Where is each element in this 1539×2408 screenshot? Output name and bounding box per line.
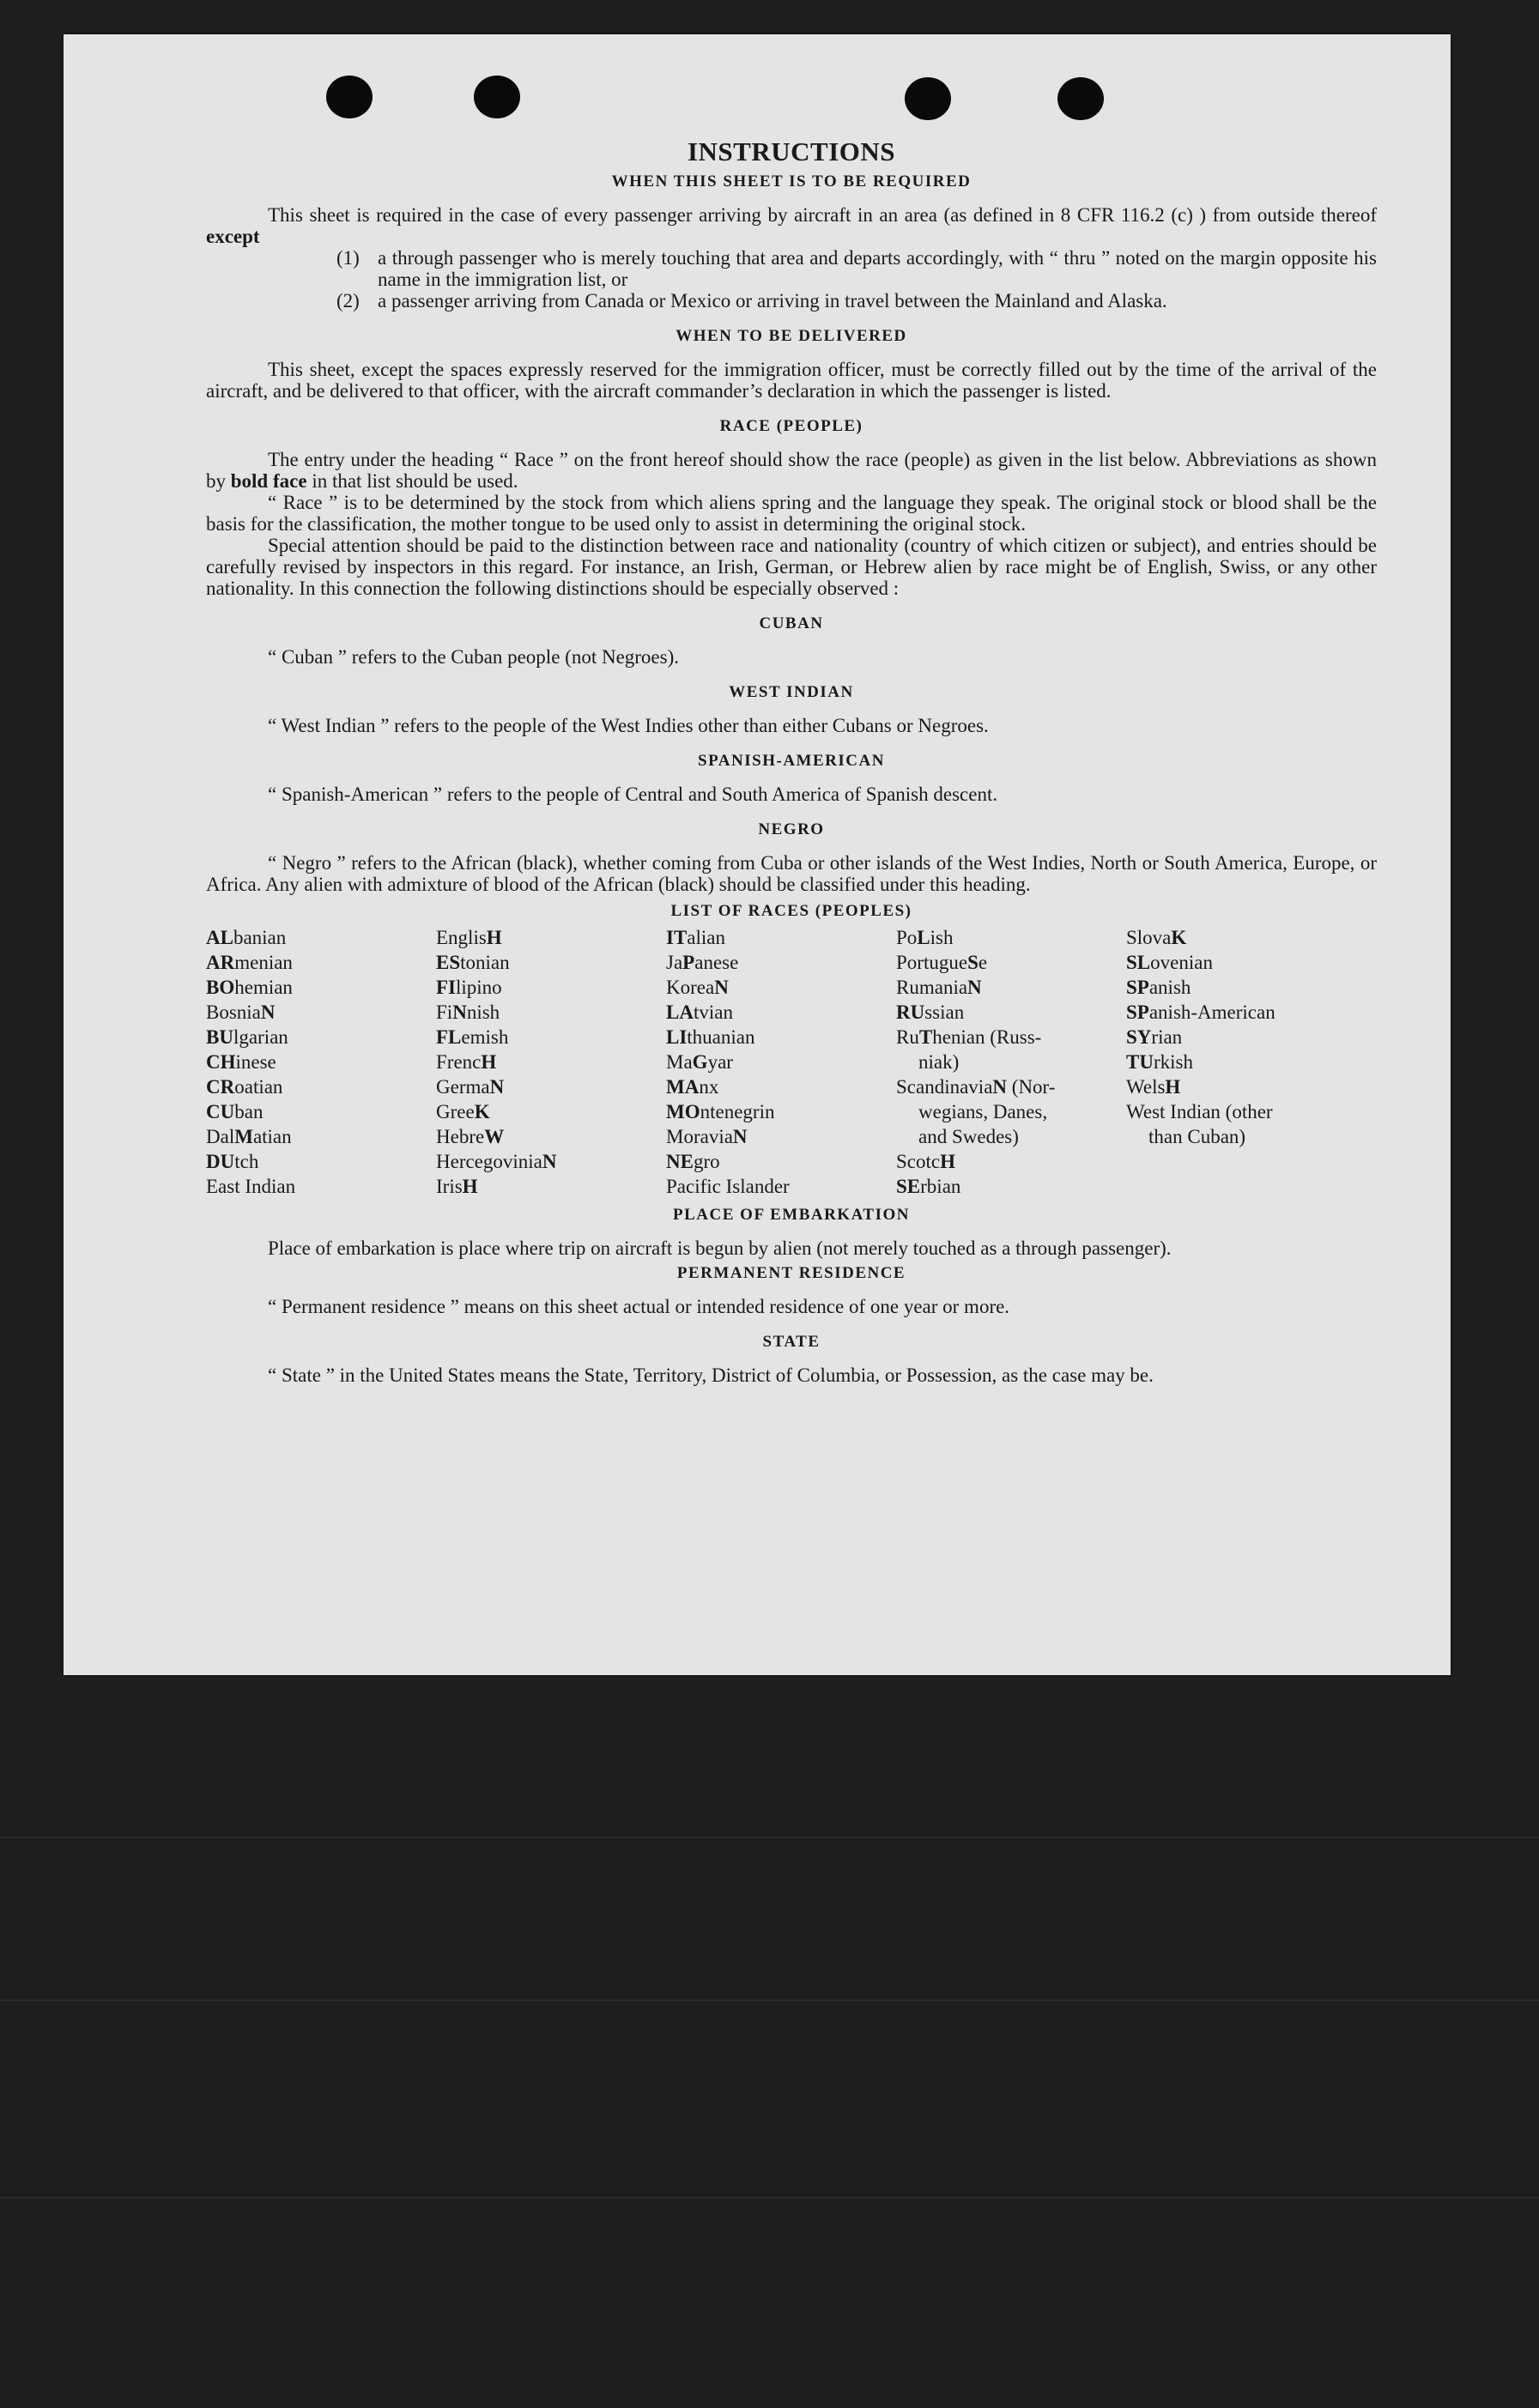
race-entry: SPanish (1126, 977, 1191, 998)
scan-noise-line (0, 2000, 1539, 2001)
exception-text: a passenger arriving from Canada or Mexico or arriving in travel between the Mainland and Alaska. (378, 290, 1167, 312)
section-heading-permanent-residence: PERMANENT RESIDENCE (676, 1264, 906, 1282)
race-entry: RUssian (896, 1001, 965, 1023)
section-heading-spanish-american: SPANISH-AMERICAN (698, 752, 885, 770)
race-entry: GreeK (436, 1101, 490, 1122)
race-entry: PoLish (896, 927, 954, 948)
race-entry: West Indian (other (1126, 1101, 1273, 1122)
section-heading-race: RACE (PEOPLE) (719, 417, 863, 435)
race-entry: DUtch (206, 1151, 259, 1172)
race-entry: BUlgarian (206, 1026, 288, 1048)
race-entry: East Indian (206, 1176, 296, 1197)
section-heading-list-of-races: LIST OF RACES (PEOPLES) (670, 902, 912, 920)
exception-number: (1) (336, 247, 360, 269)
race-entry: SYrian (1126, 1026, 1183, 1048)
race-entry: ARmenian (206, 952, 293, 973)
race-paragraph-1: The entry under the heading “ Race ” on the front hereof should show the race (people) as given in the list below. Abbreviations as shown by bold face in that list should be used. (206, 449, 1377, 492)
race-entry: GermaN (436, 1076, 505, 1098)
race-entry: wegians, Danes, (918, 1101, 1048, 1122)
race-entry: NEgro (666, 1151, 720, 1172)
scan-noise-line (0, 1836, 1539, 1838)
race-entry: FiNnish (436, 1001, 500, 1023)
race-entry: HercegoviniaN (436, 1151, 557, 1172)
races-column-4 (896, 925, 1126, 1199)
exception-item-2 (336, 290, 1377, 312)
scan-noise-line (0, 2197, 1539, 2199)
race-entry: IrisH (436, 1176, 478, 1197)
race-entry: niak) (918, 1051, 960, 1073)
race-entry: ALbanian (206, 927, 287, 948)
page-title: INSTRUCTIONS (687, 136, 895, 166)
race-entry: SErbian (896, 1176, 961, 1197)
race-entry: PortugueSe (896, 952, 988, 973)
section-heading-place-of-embarkation: PLACE OF EMBARKATION (673, 1206, 910, 1224)
when-required-intro: This sheet is required in the case of every passenger arriving by aircraft in an area (as defined in 8 CFR 116.2 (c) ) from outside thereof except (206, 204, 1377, 247)
section-heading-negro: NEGRO (758, 820, 825, 838)
spanish-american-text: “ Spanish-American ” refers to the people of Central and South America of Spanish descent. (268, 784, 998, 805)
race-entry: than Cuban) (1148, 1126, 1246, 1147)
race-entry: TUrkish (1126, 1051, 1193, 1073)
section-heading-when-required: WHEN THIS SHEET IS TO BE REQUIRED (611, 172, 972, 191)
race-entry: RumaniaN (896, 977, 982, 998)
race-entry: LIthuanian (666, 1026, 755, 1048)
punch-hole-icon (905, 77, 951, 120)
negro-text: “ Negro ” refers to the African (black), whether coming from Cuba or other islands of the West Indies, North or South America, Europe, or Africa. Any alien with admixture of blood of the African (black) should be classified under this heading. (206, 852, 1377, 895)
races-column-3 (666, 925, 896, 1199)
race-entry: SPanish-American (1126, 1001, 1275, 1023)
race-entry: CHinese (206, 1051, 276, 1073)
race-entry: MAnx (666, 1076, 719, 1098)
exception-text: a through passenger who is merely touching that area and departs accordingly, with “ thru ” noted on the margin opposite his name in the immigration list, or (378, 247, 1377, 290)
race-entry: BosniaN (206, 1001, 276, 1023)
race-entry: BOhemian (206, 977, 293, 998)
section-heading-west-indian: WEST INDIAN (729, 683, 854, 701)
permanent-residence-text: “ Permanent residence ” means on this sheet actual or intended residence of one year or more. (268, 1296, 1010, 1317)
race-entry: Pacific Islander (666, 1176, 790, 1197)
race-entry: EStonian (436, 952, 510, 973)
section-heading-cuban: CUBAN (759, 614, 824, 632)
race-entry: EnglisH (436, 927, 502, 948)
race-entry: ScotcH (896, 1151, 955, 1172)
race-entry: MOntenegrin (666, 1101, 775, 1122)
races-column-2 (436, 925, 666, 1199)
race-entry: SlovaK (1126, 927, 1187, 948)
west-indian-text: “ West Indian ” refers to the people of the West Indies other than either Cubans or Negroes. (268, 715, 989, 736)
race-entry: MoraviaN (666, 1126, 748, 1147)
state-text: “ State ” in the United States means the State, Territory, District of Columbia, or Possession, as the case may be. (268, 1364, 1154, 1386)
race-paragraph-3: Special attention should be paid to the distinction between race and nationality (country of which citizen or subject), and entries should be carefully revised by inspectors in this regard. For instance, an Irish, German, or Hebrew alien by race might be of English, Swiss, or any other nationality. In this connection the following distinctions should be especially observed : (206, 535, 1377, 599)
races-column-1 (206, 925, 436, 1199)
race-entry: FLemish (436, 1026, 509, 1048)
race-entry: ScandinaviaN (Nor- (896, 1076, 1056, 1098)
document-sheet (64, 34, 1451, 1675)
race-entry: CUban (206, 1101, 264, 1122)
section-heading-when-delivered: WHEN TO BE DELIVERED (676, 327, 907, 345)
instructions-content (206, 136, 1377, 1386)
races-list (206, 925, 1377, 1199)
section-heading-state: STATE (762, 1333, 821, 1351)
race-entry: LAtvian (666, 1001, 733, 1023)
punch-hole-icon (326, 76, 373, 118)
punch-hole-icon (1057, 77, 1104, 120)
races-column-5 (1126, 925, 1377, 1199)
race-entry: MaGyar (666, 1051, 733, 1073)
race-entry: FrencH (436, 1051, 497, 1073)
race-entry: DalMatian (206, 1126, 292, 1147)
place-of-embarkation-text: Place of embarkation is place where trip on aircraft is begun by alien (not merely touched as a through passenger). (268, 1237, 1172, 1259)
race-entry: RuThenian (Russ- (896, 1026, 1042, 1048)
race-entry: and Swedes) (918, 1126, 1019, 1147)
race-entry: JaPanese (666, 952, 739, 973)
race-entry: ITalian (666, 927, 725, 948)
cuban-text: “ Cuban ” refers to the Cuban people (not Negroes). (268, 646, 680, 668)
punch-hole-icon (474, 76, 520, 118)
race-entry: SLovenian (1126, 952, 1213, 973)
race-entry: HebreW (436, 1126, 505, 1147)
race-entry: CRoatian (206, 1076, 283, 1098)
exception-item-1 (336, 247, 1377, 290)
race-entry: KoreaN (666, 977, 729, 998)
race-entry: WelsH (1126, 1076, 1181, 1098)
race-entry: FIlipino (436, 977, 502, 998)
when-delivered-text: This sheet, except the spaces expressly reserved for the immigration officer, must be correctly filled out by the time of the arrival of the aircraft, and be delivered to that officer, with the aircraft commander’s declaration in which the passenger is listed. (206, 359, 1377, 402)
race-paragraph-2: “ Race ” is to be determined by the stock from which aliens spring and the language they speak. The original stock or blood shall be the basis for the classification, the mother tongue to be used only to assist in determining the original stock. (206, 492, 1377, 535)
exception-number: (2) (336, 290, 360, 312)
